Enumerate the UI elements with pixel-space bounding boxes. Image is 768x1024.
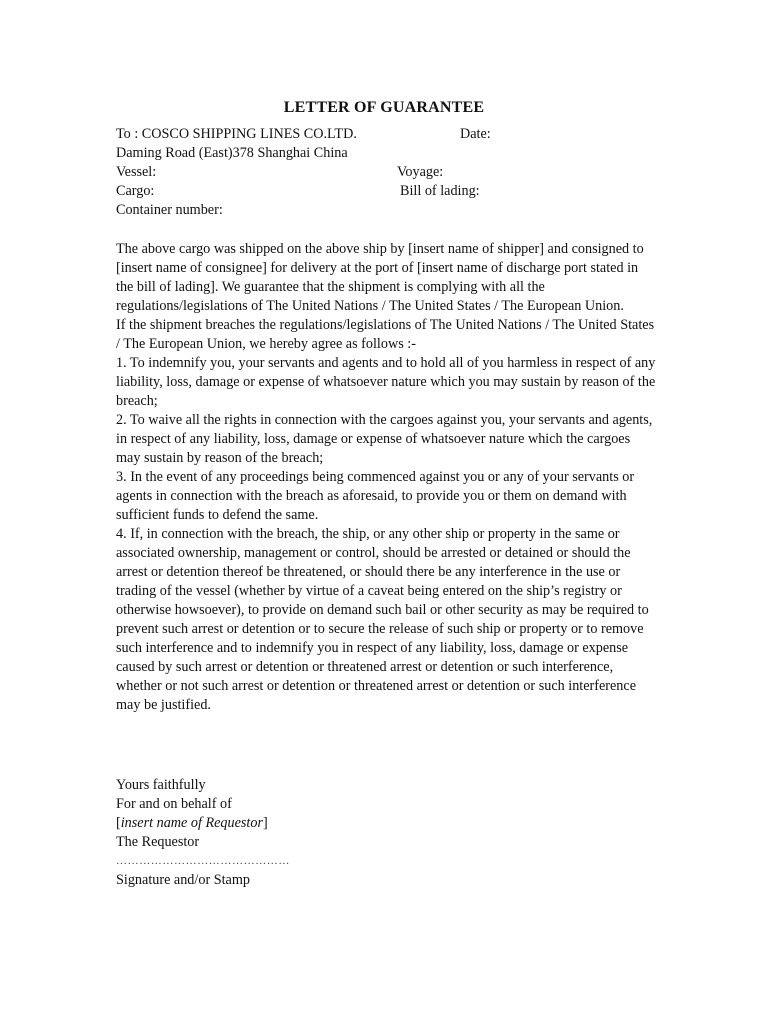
closing-block bbox=[116, 776, 516, 890]
requestor-name-line bbox=[116, 814, 516, 833]
requestor-label: The Requestor bbox=[116, 834, 200, 850]
requestor-name-placeholder: insert name of Requestor bbox=[120, 815, 263, 831]
cargo-label: Cargo: bbox=[116, 183, 155, 199]
clause-4: 4. If, in connection with the breach, the ship, or any other ship or property in the same or associated ownership, management or control, should be arrested or detained or should the arrest or detention thereof be threatened, or should there be any interference in the use or trading of the vessel (whether by virtue of a caveat being entered on the ship’s registry or otherwise howsoever), to provide on demand such bail or other security as may be required to prevent such arrest or detention or to secure the release of such ship or property or to remove such interference and to indemnify you in respect of any liability, loss, damage or expense caused by such arrest or detention or threatened arrest or detention or such interference, whether or not such arrest or detention or threatened arrest or detention or such interference may be justified. bbox=[116, 526, 649, 713]
date-label: Date: bbox=[460, 126, 491, 142]
vessel-label: Vessel: bbox=[116, 164, 157, 180]
bracket-open: [ bbox=[116, 815, 121, 831]
signature-label: Signature and/or Stamp bbox=[116, 872, 250, 888]
clause-1: 1. To indemnify you, your servants and agents and to hold all of you harmless in respect of any liability, loss, damage or expense of whatsoever nature which you may sustain by reason of the breach; bbox=[116, 355, 656, 409]
closing-yours-faithfully: Yours faithfully bbox=[116, 777, 206, 793]
voyage-label: Voyage: bbox=[397, 164, 444, 180]
paragraph-breach-intro: If the shipment breaches the regulations/legislations of The United Nations / The United States / The European Union, we hereby agree as follows :- bbox=[116, 317, 655, 352]
address-line: Daming Road (East)378 Shanghai China bbox=[116, 145, 348, 161]
clause-2: 2. To waive all the rights in connection with the cargoes against you, your servants and agents, in respect of any liability, loss, damage or expense of whatsoever nature which the cargoes may sustain by reason of the breach; bbox=[116, 412, 653, 466]
clause-3: 3. In the event of any proceedings being commenced against you or any of your servants or agents in connection with the breach as aforesaid, to provide you or them on demand with sufficient funds to defend the same. bbox=[116, 469, 635, 523]
container-number-label: Container number: bbox=[116, 202, 223, 218]
signature-dotted-line: ……………………………………… bbox=[116, 855, 290, 867]
letter-body bbox=[116, 240, 656, 715]
bracket-close: ] bbox=[262, 815, 268, 831]
recipient-line: To : COSCO SHIPPING LINES CO.LTD. bbox=[116, 126, 357, 142]
closing-on-behalf: For and on behalf of bbox=[116, 796, 232, 812]
paragraph-cargo-statement: The above cargo was shipped on the above ship by [insert name of shipper] and consigned to [insert name of consignee] for delivery at the port of [insert name of discharge port stated in the bill of lading]. We guarantee that the shipment is complying with all the regulations/legislations of The United Nations / The United States / The European Union. bbox=[116, 241, 644, 314]
bill-of-lading-label: Bill of lading: bbox=[400, 183, 480, 199]
page-title: LETTER OF GUARANTEE bbox=[283, 99, 485, 116]
